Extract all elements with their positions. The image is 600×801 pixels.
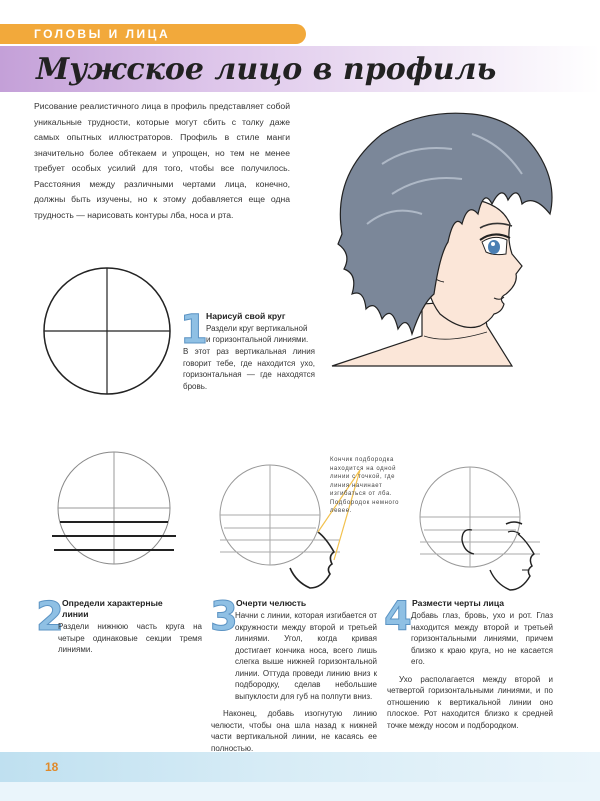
step2-lines-sketch [48,448,183,598]
step1-line-1: Раздели круг вертикальной [206,324,308,333]
page-title: Мужское лицо в профиль [36,52,497,87]
step1-line-2: и горизонтальной линиями. [206,335,309,344]
step-number-2: 2 [36,594,64,640]
step-number-1: 1 [180,307,208,353]
step3-title: Очерти челюсть [236,598,307,608]
step-number-3: 3 [210,594,238,640]
step3-body [211,610,377,760]
page-number: 18 [45,760,59,774]
step2-title: Определи характерные линии [62,598,163,619]
step1-body: В этот раз вертикальная линия говорит тебе, где находится ухо, горизонтальная — где находятся бровь. [183,347,315,391]
manga-profile-illustration [272,104,572,374]
section-label: ГОЛОВЫ И ЛИЦА [34,27,171,41]
step2-body: Раздели нижнюю часть круга на четыре одинаковые секции тремя линиями. [58,622,202,654]
step4-features-sketch [410,462,560,607]
step4-body [387,610,553,737]
step1-title: Нарисуй свой круг [206,311,286,321]
chin-note: Кончик подбородка находится на одной линии с точкой, где линия начинает изгибаться от лба. Подбородок немного левее. [330,457,400,514]
footer-band-lower [0,782,600,801]
step1-circle-sketch [38,265,178,405]
step3-paragraph-1: Начни с линии, которая изгибается от окружности между второй и третьей линиями. Угол, когда кривая достигает кончика носа, всего лишь слегка выше нижней горизонтальной линии. Оттуда проведи линию вниз к подбородку, сделав небольшие выпуклости для губ на полпути вниз. [235,611,377,701]
intro-paragraph: Рисование реалистичного лица в профиль представляет собой уникальные трудности, которые могут сбить с толку даже самых опытных иллюстраторов. Профиль в стиле манги значительно более обтекаем и упрощен, но тем не менее требует особых усилий для того, чтобы все получилось. Расстояния между различными чертами лица, конечно, должны быть изучены, но к этому добавляется еще одна трудность — нарисовать контуры лба, носа и рта. [34,101,290,220]
footer-band [0,752,600,782]
step4-title: Размести черты лица [412,598,504,608]
step4-paragraph-2: Ухо располагается между второй и четвертой горизонтальными линиями, и по отношению к вертикальной линии оно плоское. Рот находится близко к средней точке между носом и подбородком. [387,674,553,730]
step4-paragraph-1: Добавь глаз, бровь, ухо и рот. Глаз находится между второй и третьей горизонтальными линиями, причем близко к краю круга, но не касается его. [411,611,553,666]
step-number-4: 4 [384,594,412,640]
step3-paragraph-2: Наконец, добавь изогнутую линию челюсти, чтобы она шла назад к нижней части вертикальной линии, не касаясь ее полностью. [211,709,377,753]
